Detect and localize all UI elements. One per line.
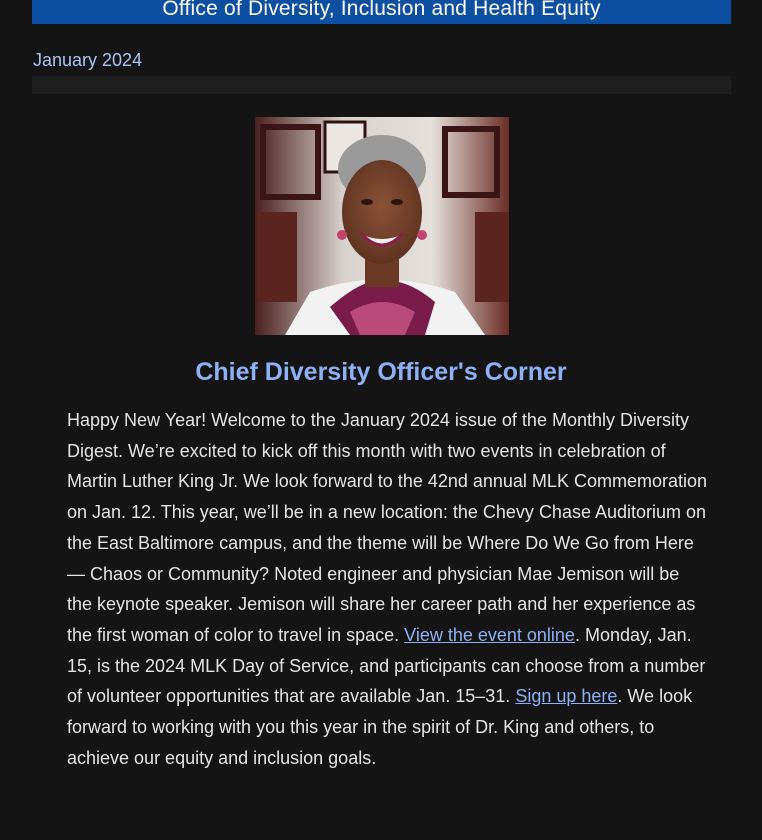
body-text-part3: . We look forward to working with you this year in the spirit of Dr. King and others, to achieve our equity and inclusion goals. [67, 686, 693, 768]
sign-up-link[interactable]: Sign up here [515, 686, 618, 707]
body-text-part1: Happy New Year! Welcome to the January 2024 issue of the Monthly Diversity Digest. We’re excited to kick off this month with two events in celebration of Martin Luther King Jr. We look forward to the 42nd annual MLK Commemoration on Jan. 12. This year, we’ll be in a new location: the Chevy Chase Auditorium on the East Baltimore campus, and the theme will be Where Do We Go from Here — Chaos or Community? Noted engineer and physician Mae Jemison will be the keynote speaker. Jemison will share her career path and her experience as the first woman of color to travel in space. [67, 410, 707, 645]
body-text-part2: . Monday, Jan. 15, is the 2024 MLK Day of Service, and participants can choose from a number of volunteer opportunities that are available Jan. 15–31. [67, 624, 706, 707]
header-banner [32, 0, 731, 24]
section-title: Chief Diversity Officer's Corner [195, 358, 567, 386]
issue-date: January 2024 [33, 50, 143, 70]
banner-title: Office of Diversity, Inclusion and Health Equity [162, 0, 601, 20]
portrait-photo [255, 117, 509, 335]
view-event-online-link[interactable]: View the event online [404, 624, 575, 645]
article-body [67, 405, 707, 773]
divider-bar [32, 76, 731, 94]
